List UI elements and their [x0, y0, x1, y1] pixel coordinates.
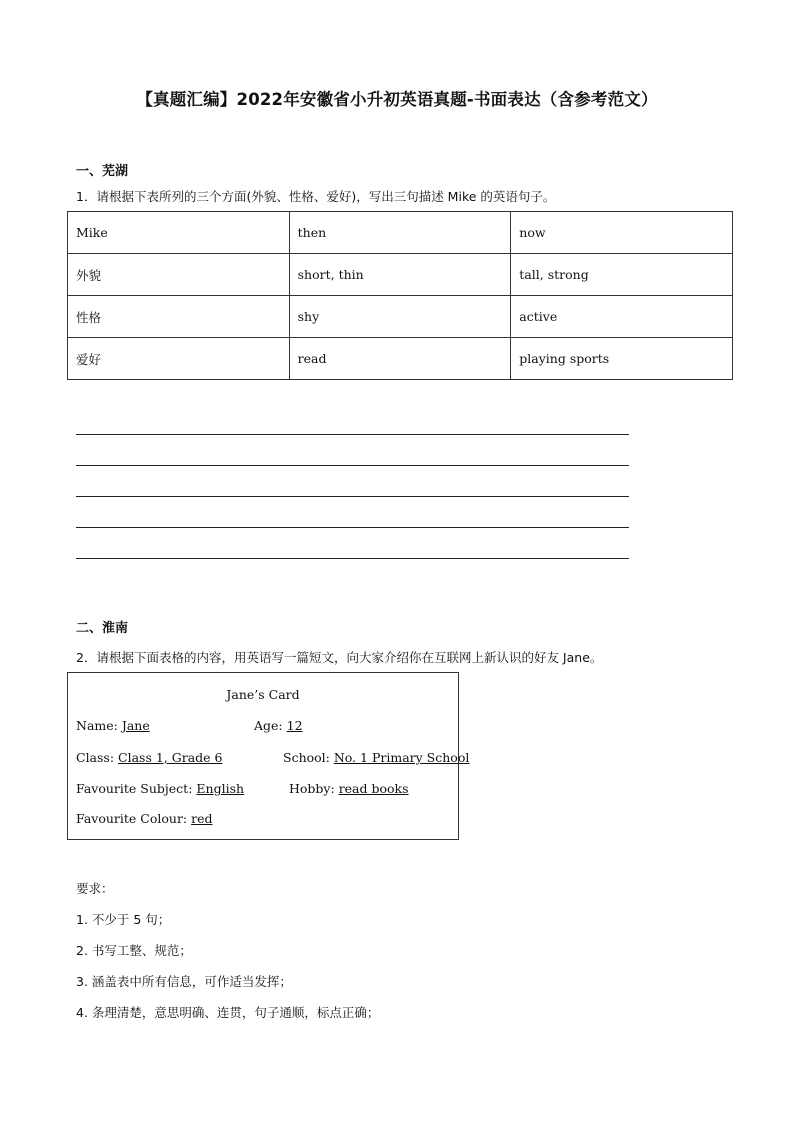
school-value: No. 1 Primary School — [333, 750, 470, 765]
table-cell: 性格 — [68, 296, 290, 338]
school-label: School: — [283, 750, 334, 765]
requirement-item: 3. 涵盖表中所有信息，可作适当发挥； — [76, 974, 292, 989]
table-cell: short, thin — [289, 254, 511, 296]
writing-line — [76, 465, 629, 466]
class-label: Class: — [76, 750, 119, 765]
section-1-heading: 一、芜湖 — [76, 164, 129, 179]
hobby-label: Hobby: — [289, 781, 339, 796]
table-row — [68, 254, 733, 296]
name-label: Name: — [76, 718, 122, 733]
name-value: Jane — [121, 718, 150, 733]
writing-line — [76, 434, 629, 435]
card-hobby-field — [289, 781, 409, 796]
colour-value: red — [191, 811, 213, 826]
card-colour-field — [76, 811, 212, 826]
table-cell: playing sports — [511, 338, 733, 380]
subject-value: English — [196, 781, 245, 796]
table-row — [68, 338, 733, 380]
table-cell: shy — [289, 296, 511, 338]
question-1: 1．请根据下表所列的三个方面(外貌、性格、爱好)，写出三句描述 Mike 的英语句子。 — [76, 189, 556, 204]
mike-table — [67, 211, 733, 380]
question-2: 2．请根据下面表格的内容，用英语写一篇短文，向大家介绍你在互联网上新认识的好友 Jane。 — [76, 650, 603, 665]
writing-line — [76, 496, 629, 497]
card-class-field — [76, 750, 223, 765]
table-cell: now — [511, 212, 733, 254]
table-cell: 爱好 — [68, 338, 290, 380]
table-row — [68, 296, 733, 338]
table-cell: then — [289, 212, 511, 254]
page-title: 【真题汇编】2022年安徽省小升初英语真题-书面表达（含参考范文） — [136, 90, 658, 109]
requirements-heading: 要求： — [76, 881, 114, 896]
writing-line — [76, 527, 629, 528]
table-row — [68, 212, 733, 254]
subject-label: Favourite Subject: — [76, 781, 197, 796]
table-cell: tall, strong — [511, 254, 733, 296]
class-value: Class 1, Grade 6 — [118, 750, 223, 765]
requirement-item: 4. 条理清楚，意思明确、连贯，句子通顺，标点正确； — [76, 1005, 380, 1020]
section-2-heading: 二、淮南 — [76, 621, 129, 636]
table-cell: read — [289, 338, 511, 380]
janes-card — [67, 672, 470, 840]
writing-line — [76, 558, 629, 559]
card-age-field — [254, 718, 303, 733]
table-cell: active — [511, 296, 733, 338]
requirement-item: 1. 不少于 5 句； — [76, 912, 171, 927]
card-subject-field — [76, 781, 244, 796]
card-school-field — [283, 750, 469, 765]
table-cell: 外貌 — [68, 254, 290, 296]
table-cell: Mike — [68, 212, 290, 254]
age-label: Age: — [254, 718, 287, 733]
age-value: 12 — [286, 718, 303, 733]
colour-label: Favourite Colour: — [76, 811, 192, 826]
card-title: Jane’s Card — [226, 687, 300, 702]
hobby-value: read books — [338, 781, 409, 796]
requirement-item: 2. 书写工整、规范； — [76, 943, 192, 958]
card-name-field — [76, 718, 150, 733]
